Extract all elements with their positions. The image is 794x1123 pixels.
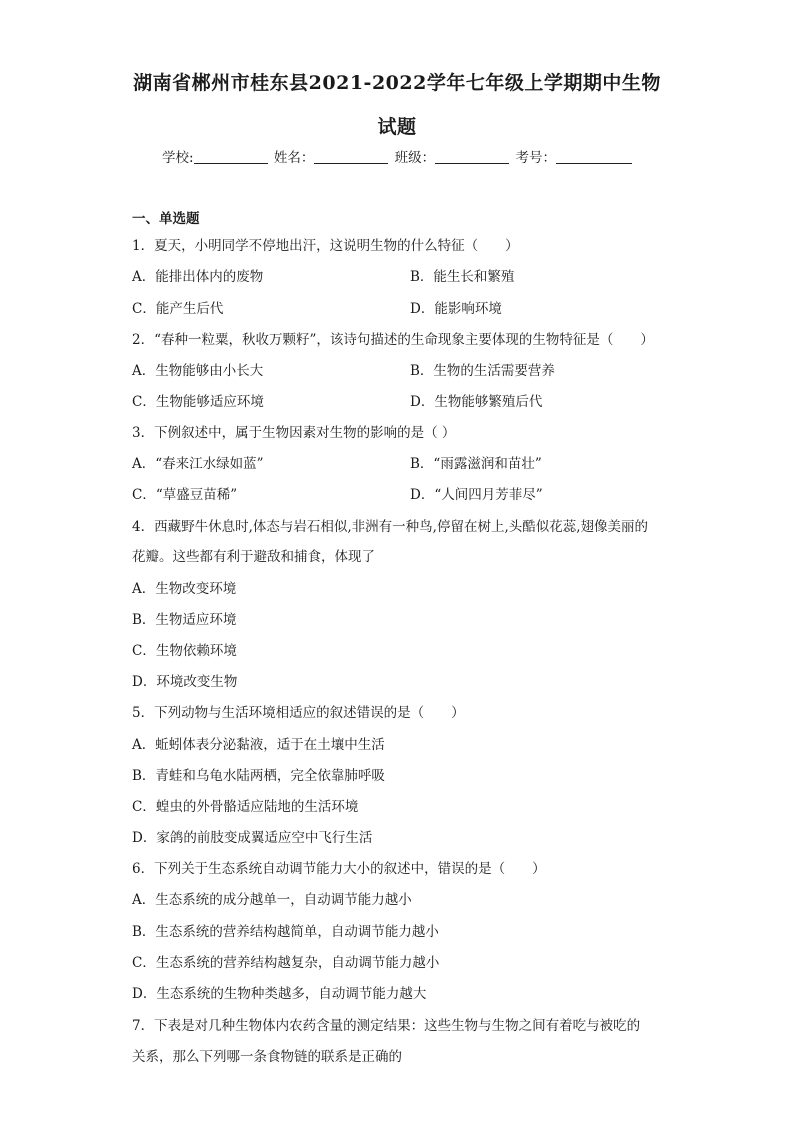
q3-option-c: C．“草盛豆苗稀” — [132, 487, 238, 503]
school-label: 学校: — [162, 150, 194, 166]
question-7-stem-line2: 关系，那么下列哪一条食物链的联系是正确的 — [132, 1049, 402, 1065]
q2-option-a: A．生物能够由小长大 — [132, 363, 264, 379]
q2-option-d: D．生物能够繁殖后代 — [410, 394, 543, 410]
q1-option-d: D．能影响环境 — [410, 301, 502, 317]
number-label: 考号： — [515, 150, 556, 166]
q2-option-b: B．生物的生活需要营养 — [410, 363, 555, 379]
class-blank[interactable] — [435, 149, 509, 164]
q6-option-b: B．生态系统的营养结构越简单，自动调节能力越小 — [132, 924, 439, 940]
q3-option-b: B．“雨露滋润和苗壮” — [410, 456, 542, 472]
question-1-stem: 1．夏天，小明同学不停地出汗，这说明生物的什么特征（ ） — [132, 238, 519, 254]
q5-option-d: D．家鸽的前肢变成翼适应空中飞行生活 — [132, 830, 373, 846]
q1-option-c: C．能产生后代 — [132, 301, 224, 317]
q5-option-a: A．蚯蚓体表分泌黏液，适于在土壤中生活 — [132, 737, 385, 753]
school-blank[interactable] — [194, 149, 268, 164]
question-3-stem: 3．下例叙述中，属于生物因素对生物的影响的是（ ） — [132, 425, 456, 441]
q1-option-a: A．能排出体内的废物 — [132, 269, 264, 285]
q6-option-a: A．生态系统的成分越单一，自动调节能力越小 — [132, 892, 412, 908]
q5-option-c: C．蝗虫的外骨骼适应陆地的生活环境 — [132, 799, 359, 815]
name-blank[interactable] — [314, 149, 388, 164]
class-label: 班级： — [394, 150, 436, 166]
question-4-stem-line2: 花瓣。这些都有利于避敌和捕食，体现了 — [132, 549, 375, 565]
question-2-stem: 2．“春种一粒粟，秋收万颗籽”，该诗句描述的生命现象主要体现的生物特征是（ ） — [132, 332, 654, 348]
q2-option-c: C．生物能够适应环境 — [132, 394, 264, 410]
question-5-stem: 5．下列动物与生活环境相适应的叙述错误的是（ ） — [132, 705, 465, 721]
section-heading: 一、单选题 — [132, 211, 200, 227]
student-info-row — [162, 146, 634, 166]
name-label: 姓名： — [273, 150, 315, 166]
question-4-stem-line1: 4．西藏野牛休息时,体态与岩石相似,非洲有一种鸟,停留在树上,头酷似花蕊,翅像美丽的 — [132, 519, 649, 535]
number-blank[interactable] — [556, 149, 632, 164]
question-7-stem-line1: 7．下表是对几种生物体内农药含量的测定结果：这些生物与生物之间有着吃与被吃的 — [132, 1018, 641, 1034]
q1-option-b: B．能生长和繁殖 — [410, 269, 515, 285]
q3-option-a: A．“春来江水绿如蓝” — [132, 456, 264, 472]
q6-option-d: D．生态系统的生物种类越多，自动调节能力越大 — [132, 986, 427, 1002]
exam-title-line1: 湖南省郴州市桂东县2021-2022学年七年级上学期期中生物 — [133, 72, 661, 94]
q4-option-a: A．生物改变环境 — [132, 581, 237, 597]
q4-option-b: B．生物适应环境 — [132, 612, 237, 628]
q3-option-d: D．“人间四月芳菲尽” — [410, 487, 543, 503]
q4-option-c: C．生物依赖环境 — [132, 643, 237, 659]
q5-option-b: B．青蛙和乌龟水陆两栖，完全依靠肺呼吸 — [132, 768, 385, 784]
exam-title-line2: 试题 — [377, 116, 417, 138]
question-6-stem: 6．下列关于生态系统自动调节能力大小的叙述中，错误的是（ ） — [132, 861, 546, 877]
q4-option-d: D．环境改变生物 — [132, 674, 238, 690]
q6-option-c: C．生态系统的营养结构越复杂，自动调节能力越小 — [132, 955, 440, 971]
